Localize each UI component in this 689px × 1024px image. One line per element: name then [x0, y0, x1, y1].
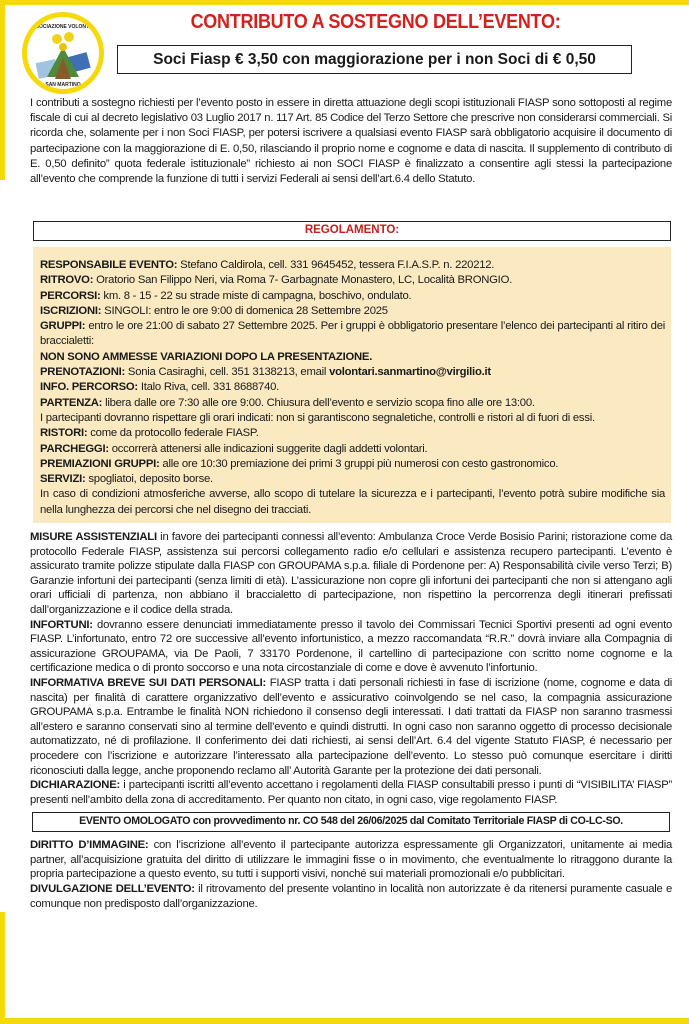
reg-item: [40, 273, 665, 288]
page-title: CONTRIBUTO A SOSTEGNO DELL’EVENTO:: [190, 11, 561, 33]
reg-item: [40, 289, 665, 304]
intro-paragraph: I contributi a sostegno richiesti per l’evento posto in essere in diretta attuazione degli scopi istituzionali FIASP sono sottoposti al regime fiscale di cui al decreto legislativo 03 Luglio 2017 n. 117 Art. 85 Codice del Terzo Settore che prescrive non considerarsi commerciali. Si ricorda che, solamente per i non Soci FIASP, per potersi iscrivere a qualsiasi evento FIASP sarà obbligatorio acquisire il documento di partecipazione con la maggiorazione di E. 0,50, rilasciando il proprio nome e cognome e data di nascita. Il supplemento di contributo di E. 0,50 definito” quota federale istituzionale” richiesto ai non SOCI FIASP è finalizzato a consentire agli stessi la partecipazione all’evento che comprende la funzione di tutti i servizi Federali ai sensi dell’art.6.4 dello Statuto.: [30, 97, 672, 186]
email-link[interactable]: volontari.sanmartino@virgilio.it: [329, 366, 491, 379]
item-text: i partecipanti iscritti all’evento accettano i regolamenti della FIASP consultabili presso i punti di “VISIBILITA’ FIASP” presenti nell’ambito della zona di accreditamento. Per quanto non citato, in ogni caso, vige regolamento FIASP.: [30, 779, 672, 806]
sections-item: [30, 676, 672, 778]
item-text: come da protocollo federale FIASP.: [87, 427, 259, 440]
reg-item: [40, 350, 665, 365]
item-text: Italo Riva, cell. 331 8688740.: [137, 381, 280, 394]
item-text: dovranno essere denunciati immediatamente presso il tavolo dei Commissari Tecnici Sportivi presenti ad ogni evento FIASP. L’infortunato, entro 72 ore successive all’evento infortunistico, a mezzo raccomandata “R.R.” dovrà inviare alla Compagnia di assicurazione GROUPAMA, via De Paoli, 7 33170 Pordenone, il cartellino di partecipazione con scritto nome cognome e la certificazione medica o di pronto soccorso e una nota circostanziale di come e dove è avvenuto l’infortunio.: [30, 618, 672, 675]
item-label: PARCHEGGI:: [40, 442, 109, 455]
item-text: libera dalle ore 7:30 alle ore 9:00. Chiusura dell’evento e servizio scopa fino alle ore 13:00.: [102, 396, 535, 409]
reg-item: [40, 457, 665, 472]
item-text: Oratorio San Filippo Neri, via Roma 7- Garbagnate Monastero, LC, Località BRONGIO.: [93, 274, 512, 287]
item-label: RITROVO:: [40, 274, 94, 287]
sections-item: [30, 530, 672, 618]
item-label: RISTORI:: [40, 427, 88, 440]
regolamento-heading: REGOLAMENTO:: [33, 221, 671, 241]
reg-item: [40, 304, 665, 319]
item-text: alle ore 10:30 premiazione dei primi 3 gruppi più numerosi con cesto gastronomico.: [159, 457, 559, 470]
sections-item: [30, 618, 672, 676]
reg-item: [40, 365, 665, 380]
item-text: entro le ore 21:00 di sabato 27 Settembre 2025. Per i gruppi è obbligatorio presentare l’elenco dei partecipanti al ritiro dei braccialetti:: [40, 320, 665, 348]
reg-item: [40, 442, 665, 457]
sections2-item: [30, 882, 672, 911]
item-label: INFO. PERCORSO:: [40, 381, 138, 394]
item-text: Stefano Caldirola, cell. 331 9645452, tessera F.I.A.S.P. n. 220212.: [177, 259, 495, 271]
item-text: spogliatoi, deposito borse.: [85, 473, 213, 486]
yellow-border-left-bottom: [0, 912, 5, 1024]
item-label: SERVIZI:: [40, 473, 86, 486]
item-label: PARTENZA:: [40, 396, 103, 409]
item-label: PERCORSI:: [40, 289, 101, 302]
reg-item: [40, 472, 665, 487]
item-label: ISCRIZIONI:: [40, 304, 102, 317]
item-text: FIASP tratta i dati personali richiesti in fase di iscrizione (nome, cognome e data di nascita) per finalità di carattere organizzativo dell’evento e assicurativo coinvolgendo se nel caso, la compagnia assicurazione GROUPAMA s.p.a. Entrambe le finalità NON richiedono il consenso degli interessati. I dati trattati da FIASP non saranno trasmessi all’estero e saranno conservati sino al termine dell’evento e quindi distrutti. In ogni caso non saranno oggetto di processo decisionale automatizzato, né di profilazione. Il conferimento dei dati richiesti, ai sensi dell’Art. 6.4 del vigente Statuto FIASP, é necessario per procedere con l’iscrizione e autorizzare l’interessato alla partecipazione dell’evento. Lo stesso può comunque esercitare i diritti riconosciuti dalla legge, anche proponendo reclamo all’ Autorità Garante per la protezione dei dati personali.: [30, 676, 673, 777]
item-label: DIVULGAZIONE DELL’EVENTO:: [30, 883, 195, 896]
reg-item: [40, 319, 665, 350]
item-text: occorrerà attenersi alle indicazioni suggerite dagli addetti volontari.: [108, 442, 428, 455]
item-text: SINGOLI: entro le ore 9:00 di domenica 28 Settembre 2025: [101, 304, 388, 317]
reg-item: [40, 487, 665, 518]
main-content: [30, 530, 672, 911]
item-label: PREMIAZIONI GRUPPI:: [40, 457, 160, 470]
yellow-border-bottom: [0, 1018, 689, 1024]
item-label: GRUPPI:: [40, 320, 86, 333]
item-text: in favore dei partecipanti connessi all’evento: Ambulanza Croce Verde Bosisio Parini; ristorazione come da protocollo Federale FIASP, assistenza sui percorsi collegamento radio e/o cellulari e assistenza recupero partecipanti. L’evento è assicurato tramite polizze stipulate dalla FIASP con GROUPAMA s.p.a. filiale di Pordenone per: A) Responsabilità civile verso Terzi; B) Garanzie infortuni dei partecipanti (senza limiti di età). L’assicurazione non copre gli infortuni dei partecipanti che non si attengano agli orari ufficiali di partenza, non abbiano il braccialetto di partecipazione, non rispettino la percorrenza degli itinerari prefissati dall’organizzazione e il codice della strada.: [30, 531, 673, 616]
price-box: Soci Fiasp € 3,50 con maggiorazione per i non Soci di € 0,50: [117, 45, 632, 74]
item-label: RESPONSABILE EVENTO:: [40, 259, 178, 271]
item-text: con l’iscrizione all’evento il partecipante autorizza espressamente gli Organizzatori, unitamente ai media partner, all’acquisizione gratuita del diritto di utilizzare le immagini fisse o in movimento, che eventualmente lo ritraggono durante la propria partecipazione a questo evento, su tutti i supporti visivi, nonché sui materiali promozionali e/o pubblicitari.: [30, 839, 672, 881]
reg-item: [40, 411, 665, 426]
item-label: INFORTUNI:: [30, 618, 93, 631]
sections2-item: [30, 838, 672, 882]
item-label: NON SONO AMMESSE VARIAZIONI DOPO LA PRESENTAZIONE.: [40, 350, 373, 363]
yellow-border-top: [0, 0, 689, 5]
reg-item: [40, 396, 665, 411]
regolamento-panel: [33, 247, 671, 523]
item-text: In caso di condizioni atmosferiche avverse, allo scopo di tutelare la sicurezza e i partecipanti, l’evento potrà subire modifiche sia nella lunghezza dei percorsi che nel disegno dei tracciati.: [40, 488, 665, 516]
item-label: INFORMATIVA BREVE SUI DATI PERSONALI:: [30, 676, 267, 689]
yellow-border-left: [0, 0, 5, 180]
reg-item: [40, 426, 665, 441]
item-label: PRENOTAZIONI:: [40, 366, 126, 379]
svg-text:SAN MARTINO: SAN MARTINO: [45, 82, 81, 88]
association-logo: [22, 12, 104, 94]
svg-text:ASSOCIAZIONE VOLONTARI: ASSOCIAZIONE VOLONTARI: [28, 24, 98, 30]
item-label: DIRITTO D’IMMAGINE:: [30, 839, 149, 852]
item-label: DICHIARAZIONE:: [30, 779, 121, 792]
item-text: I partecipanti dovranno rispettare gli orari indicati: non si garantiscono segnaletiche, controlli e ristori al di fuori di essi.: [40, 411, 595, 424]
item-text: Sonia Casiraghi, cell. 351 3138213, email: [125, 366, 330, 379]
reg-item: [40, 380, 665, 395]
item-label: MISURE ASSISTENZIALI: [30, 531, 157, 543]
omologato-box: EVENTO OMOLOGATO con provvedimento nr. CO 548 del 26/06/2025 dal Comitato Territoriale FIASP di CO-LC-SO.: [32, 812, 670, 832]
item-text: il ritrovamento del presente volantino in località non autorizzate è da ritenersi puramente casuale e comunque non predisposto dall’organizzazione.: [30, 883, 672, 910]
reg-item: [40, 258, 665, 273]
sections-item: [30, 778, 672, 807]
item-text: km. 8 - 15 - 22 su strade miste di campagna, boschivo, ondulato.: [100, 289, 412, 302]
